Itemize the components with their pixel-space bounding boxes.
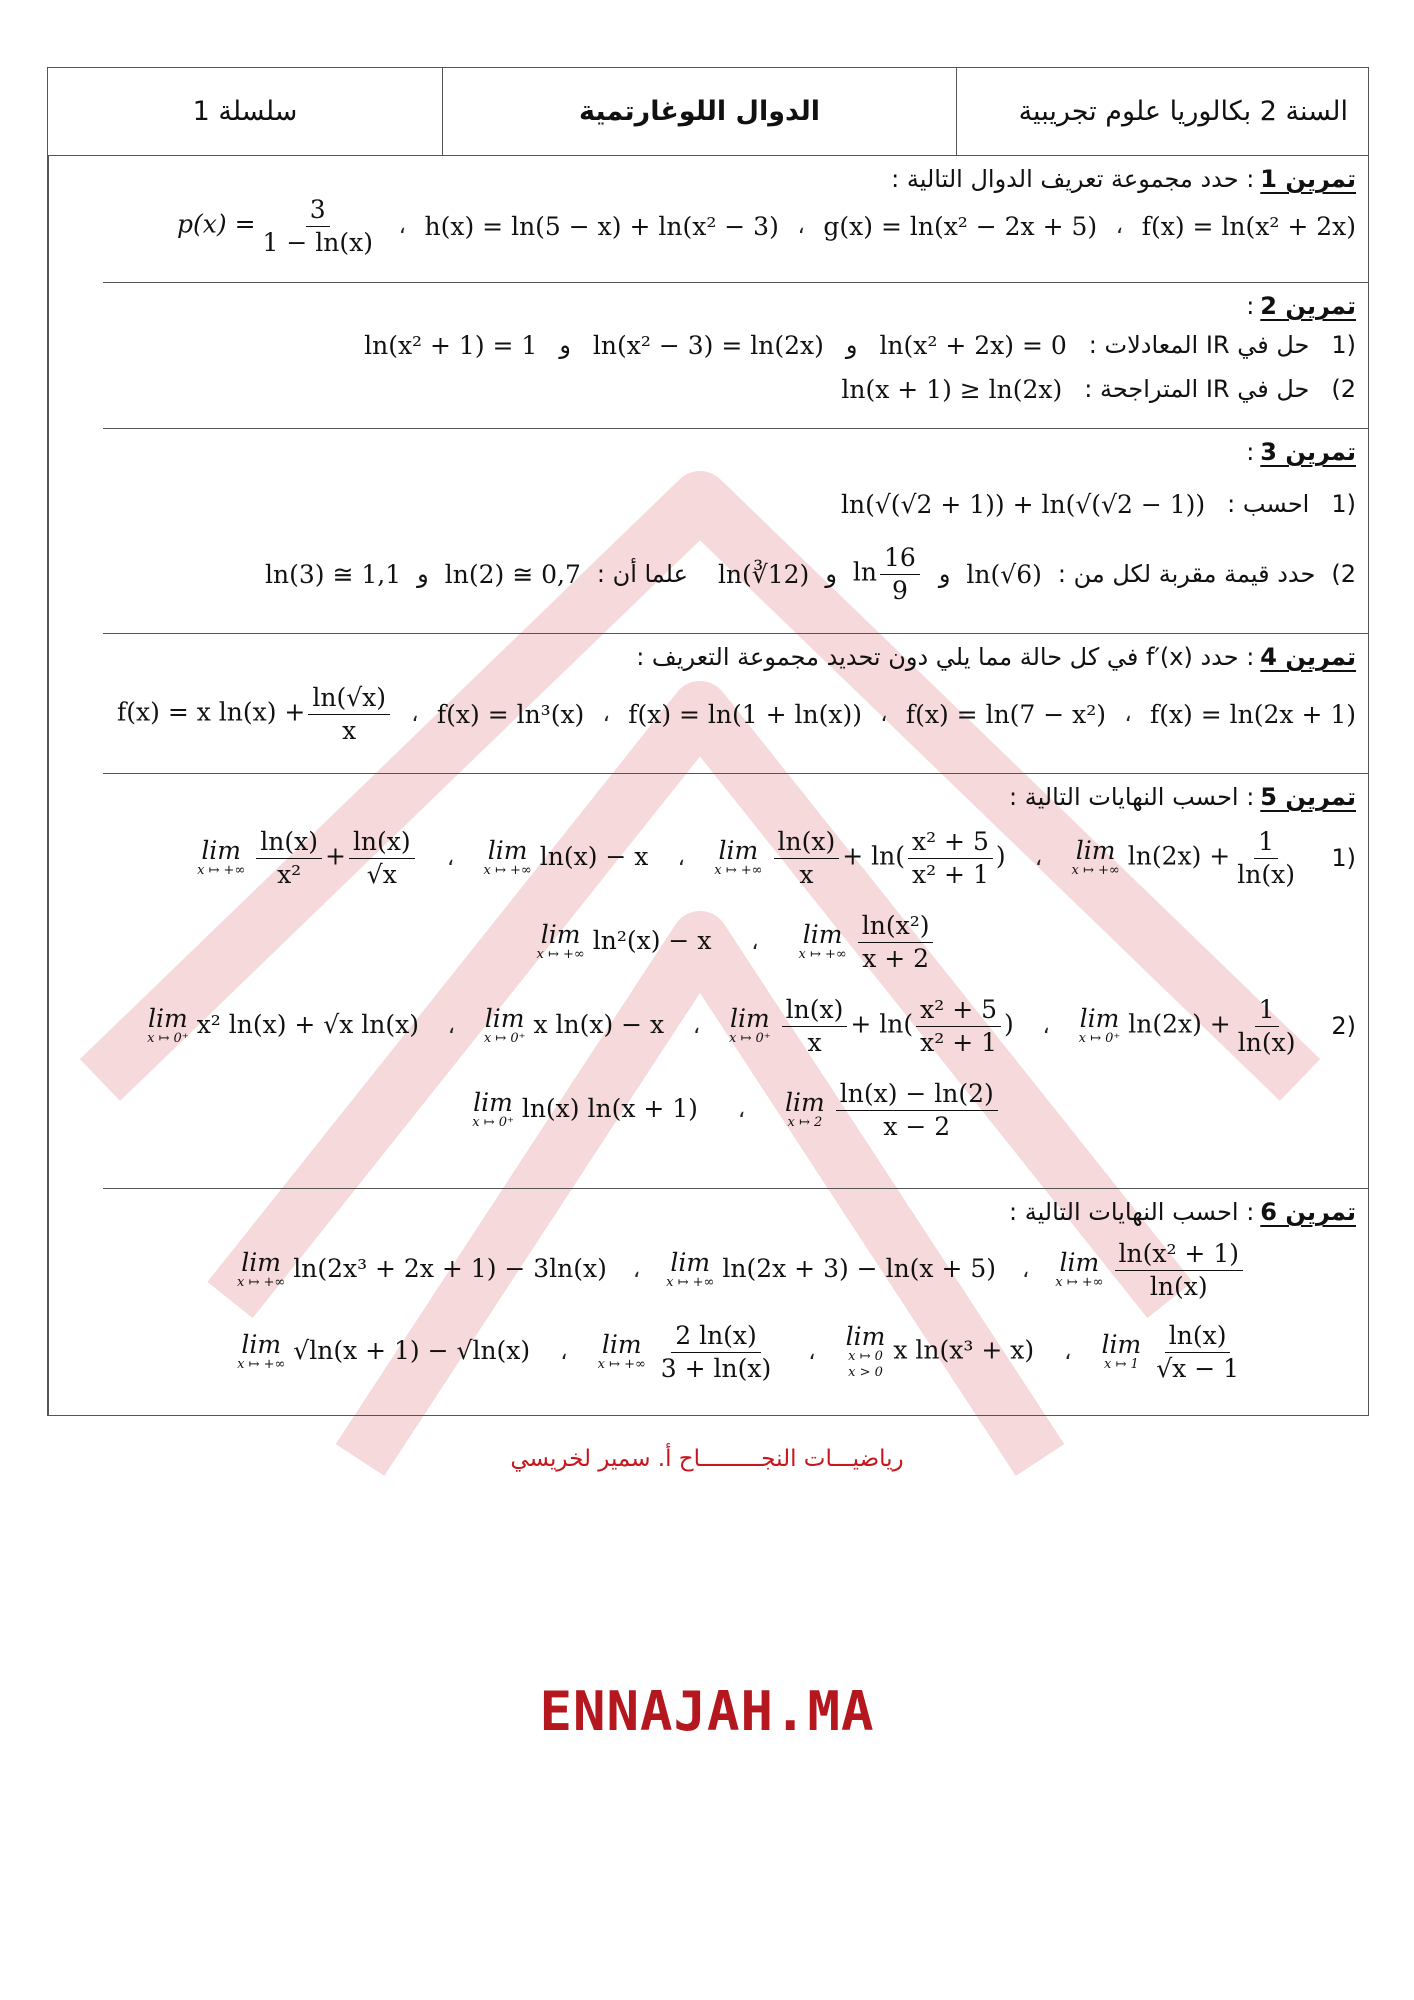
exercise-4: تمرين 4: حدد f′(x) في كل حالة مما يلي دون تحديد مجموعة التعريف : f(x) = ln(2x + 1) ، f(x) = ln(7 − x²) ، f(x) = ln(1 + ln(x)) ، f(x) = ln³(x) ، f(x) = x ln(x) + $\frac{\ln(√x)}{x}$ [103,634,1368,774]
limit-6-5: lim x ↦ 0 x > 0 x ln(x³ + x) [845,1321,1035,1380]
exercise-label: تمرين 4 [1260,643,1356,671]
exercise-label: تمرين 5 [1260,783,1356,811]
limit-2-6: lim x ↦ 0⁺ ln(x) ln(x + 1) [472,1087,698,1130]
known-ln3: ln(3) ≅ 1,1 [265,559,402,589]
value-3: ln(∛12) [717,559,810,589]
equation-1: ln(x² + 2x) = 0 [879,330,1067,360]
function-1: f(x) = ln(2x + 1) [1149,699,1356,729]
limit-1-2: lim x ↦ +∞ $\frac{\ln(x)}{x}$ + ln( $\frac{\text{x² + 5}}{\text{x² + 1}}$ ) [714,827,1006,889]
exercise-label: تمرين 1 [1260,165,1356,193]
function-f: f(x) = ln(x² + 2x) [1141,211,1356,241]
expression-to-compute: ln(√(√2 + 1)) + ln(√(√2 − 1)) [841,489,1206,519]
limit-1-4: lim x ↦ +∞ $\frac{\ln(x)}{\text{x²}}$ + $\frac{\ln(x)}{√x}$ [197,828,418,888]
item-text: احسب : [1227,490,1310,518]
brand-logo-text: ENNAJAH.MA [539,1680,875,1743]
limit-2-1: lim x ↦ 0⁺ ln(2x) + $\frac{1}{\ln(x)}$ [1078,995,1296,1057]
item-text: حدد قيمة مقربة لكل من : [1057,560,1316,588]
known-values-text: علما أن : [596,560,688,588]
exercise-label: تمرين 3 [1260,438,1356,466]
exercise-2: تمرين 2: (1 حل في IR المعادلات : ln(x² + 2x) = 0 و ln(x² − 3) = ln(2x) و ln(x² + 1) = 1 2) حل في IR المتراجحة : ln(x + 1) ≥ ln(2x) [103,283,1368,429]
inequality: ln(x + 1) ≥ ln(2x) [841,374,1063,404]
function-h: h(x) = ln(5 − x) + ln(x² − 3) [424,211,779,241]
exercise-instruction: : احسب النهايات التالية : [1008,783,1255,811]
item-text: حل في IR المعادلات : [1088,331,1310,359]
series-cell: سلسلة 1 [192,96,298,127]
equation-2: ln(x² − 3) = ln(2x) [592,330,824,360]
worksheet [47,67,1369,1416]
exercise-instruction: : احسب النهايات التالية : [1008,1198,1255,1226]
left-margin-column [48,156,103,1415]
value-1: ln(√6) [966,559,1042,589]
function-3: f(x) = ln(1 + ln(x)) [628,699,862,729]
known-ln2: ln(2) ≅ 0,7 [444,559,581,589]
item-text: حل في IR المتراجحة : [1084,375,1310,403]
exercise-6: تمرين 6: احسب النهايات التالية : lim x ↦ +∞ $\frac{\text{ln(x² + 1)}}{\ln(x)}$ ، lim x ↦ +∞ ln(2x + 3) − ln(x + 5) ، lim x ↦ +∞ ln(2x³ + 2x + 1) − 3ln(x) lim x ↦ 1 $\frac{\ln(x)}{√x - 1}$ ، lim x ↦ 0 x > 0 x ln(x³ + x) ، lim x ↦ +∞ $\frac{2 \ln(x)}{3 + \ln(x)}$ ، lim x ↦ +∞ √ln(x + 1) − √ln(x) [237,1198,1356,1383]
limit-2-5: lim x ↦ 2 $\frac{\ln(x) - \ln(2)}{x - 2}$ [785,1080,1001,1140]
level-cell: السنة 2 بكالوريا علوم تجريبية [956,68,1368,155]
limit-1-5: lim x ↦ +∞ $\frac{\text{ln(x²)}}{x + 2}$ [799,912,937,972]
exercise-3: تمرين 3: (1 احسب : ln(√(√2 + 1)) + ln(√(√2 − 1)) 2) حدد قيمة مقربة لكل من : ln(√6) و ln $\frac{16}{9}$ و ln(∛12) علما أن : ln(2) ≅ 0,7 و ln(3) ≅ 1,1 [103,429,1368,634]
function-g: g(x) = ln(x² − 2x + 5) [823,211,1098,241]
limit-6-1: lim x ↦ +∞ $\frac{\text{ln(x² + 1)}}{\ln(x)}$ [1055,1240,1246,1300]
function-4: f(x) = ln³(x) [436,699,585,729]
exercise-instruction: : حدد f′(x) في كل حالة مما يلي دون تحديد مجموعة التعريف : [636,643,1255,671]
limit-6-2: lim x ↦ +∞ ln(2x + 3) − ln(x + 5) [666,1247,997,1290]
exercise-5: تمرين 5: احسب النهايات التالية : (1 lim x ↦ +∞ ln(2x) + $\frac{1}{\ln(x)}$ ، lim x ↦ +∞ $\frac{\ln(x)}{x}$ + ln( $\frac{\text{x² + 5}}{\text{x² + 1}}$ ) ، lim x ↦ +∞ ln(x) − x ، lim x ↦ +∞ $\frac{\ln(x)}{\text{x²}}$ + $\frac{\ln(x)}{√x}$ lim x ↦ +∞ $\frac{\text{ln(x²)}}{x + 2}$ ، lim x ↦ +∞ ln²(x) − x (2 lim x ↦ 0⁺ ln(2x) + $\frac{1}{\ln(x)}$ ، lim x ↦ 0⁺ $\frac{\ln(x)}{x}$ + ln( $\frac{\text{x² + 5}}{\text{x² + 1}}$ ) ، lim x ↦ 0⁺ x ln(x) − x ، lim x ↦ 0⁺ x² ln(x) + √x ln(x) lim x ↦ 2 $\frac{\ln(x) - \ln(2)}{x - 2}$ ، lim x ↦ 0⁺ ln(x) ln(x + 1) [103,774,1368,1189]
limit-2-3: lim x ↦ 0⁺ x ln(x) − x [483,1003,665,1046]
function-p: p(x) = $\frac{3}{1 - \ln(x)}$ [177,195,373,257]
header-row [48,68,1368,156]
exercise-instruction: : حدد مجموعة تعريف الدوال التالية : [891,165,1255,193]
exercise-label: تمرين 6 [1260,1198,1356,1226]
equation-3: ln(x² + 1) = 1 [364,330,538,360]
limit-2-4: lim x ↦ 0⁺ x² ln(x) + √x ln(x) [147,1003,419,1046]
limit-6-6: lim x ↦ +∞ $\frac{2 \ln(x)}{3 + \ln(x)}$ [597,1321,772,1383]
function-5: f(x) = x ln(x) + $\frac{\ln(√x)}{x}$ [117,684,393,744]
value-2: ln $\frac{16}{9}$ [853,544,923,604]
limit-2-2: lim x ↦ 0⁺ $\frac{\ln(x)}{x}$ + ln( $\frac{\text{x² + 5}}{\text{x² + 1}}$ ) [729,995,1014,1057]
limit-1-3: lim x ↦ +∞ ln(x) − x [483,835,649,878]
limit-6-3: lim x ↦ +∞ ln(2x³ + 2x + 1) − 3ln(x) [237,1247,607,1290]
topic-cell: الدوال اللوغارتمية [442,68,956,155]
limit-6-7: lim x ↦ +∞ √ln(x + 1) − √ln(x) [237,1329,531,1372]
function-2: f(x) = ln(7 − x²) [905,699,1107,729]
limit-6-4: lim x ↦ 1 $\frac{\ln(x)}{√x - 1}$ [1101,1321,1239,1383]
limit-1-6: lim x ↦ +∞ ln²(x) − x [536,919,712,962]
exercise-1: تمرين 1: حدد مجموعة تعريف الدوال التالية : f(x) = ln(x² + 2x) ، g(x) = ln(x² − 2x + 5) ، h(x) = ln(5 − x) + ln(x² − 3) ، p(x) = $\frac{3}{1 - \ln(x)}$ [103,156,1368,283]
author-signature: رياضيـــات النجـــــــــاح أ. سمير لخريسي [510,1446,904,1472]
limit-1-1: lim x ↦ +∞ ln(2x) + $\frac{1}{\ln(x)}$ [1071,827,1295,889]
exercise-label: تمرين 2 [1260,292,1356,320]
